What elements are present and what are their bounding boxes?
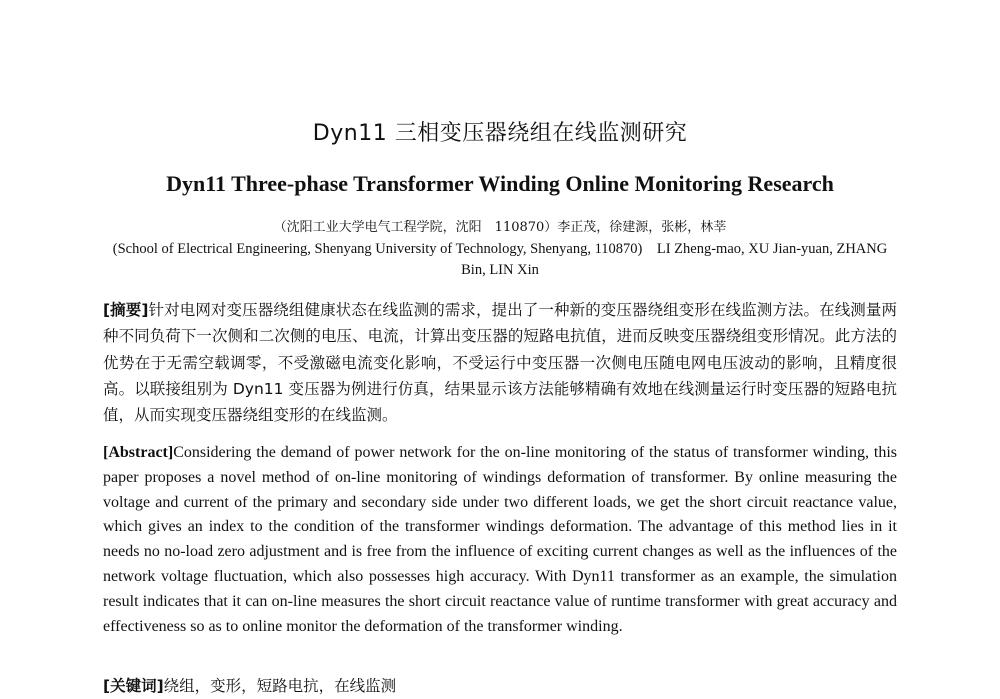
abstract-english-label: [Abstract] (103, 444, 174, 461)
abstract-chinese (103, 297, 897, 428)
keywords-text: 绕组，变形，短路电抗，在线监测 (163, 677, 397, 695)
keywords-label: [关键词] (103, 677, 164, 695)
abstract-chinese-label: [摘要] (103, 301, 149, 319)
title-english: Dyn11 Three-phase Transformer Winding Online Monitoring Research (166, 171, 834, 196)
abstract-english-text: Considering the demand of power network for the on-line monitoring of the status of transformer winding, this paper proposes a novel method of on-line monitoring of windings deformation of transformer. By online measuring the voltage and current of the primary and secondary side under two different loads, we get the short circuit reactance value, which gives an index to the condition of the transformer windings deformation. The advantage of this method lies in it needs no no-load zero adjustment and is free from the influence of exciting current changes as well as the influences of the network voltage fluctuation, which also possesses high accuracy. With Dyn11 transformer as an example, the simulation result indicates that it can on-line measures the short circuit reactance value of runtime transformer with great accuracy and effectiveness so as to online monitor the deformation of the transformer winding. (103, 444, 897, 635)
keywords-chinese (103, 673, 897, 699)
abstract-english (103, 441, 897, 639)
affiliation-english: (School of Electrical Engineering, Shenyang University of Technology, Shenyang, 110870) LI Zheng-mao, XU Jian-yuan, ZHANG Bin, LIN Xin (112, 241, 888, 278)
title-chinese: Dyn11 三相变压器绕组在线监测研究 (312, 121, 688, 146)
affiliation-chinese: （沈阳工业大学电气工程学院，沈阳 110870）李正茂，徐建源，张彬，林莘 (273, 220, 727, 235)
abstract-chinese-text: 针对电网对变压器绕组健康状态在线监测的需求，提出了一种新的变压器绕组变形在线监测方法。在线测量两种不同负荷下一次侧和二次侧的电压、电流，计算出变压器的短路电抗值，进而反映变压器绕组变形情况。此方法的优势在于无需空载调零，不受激磁电流变化影响，不受运行中变压器一次侧电压随电网电压波动的影响，且精度很高。以联接组别为 Dyn11 变压器为例进行仿真，结果显示该方法能够精确有效地在线测量运行时变压器的短路电抗值，从而实现变压器绕组变形的在线监测。 (103, 301, 897, 425)
